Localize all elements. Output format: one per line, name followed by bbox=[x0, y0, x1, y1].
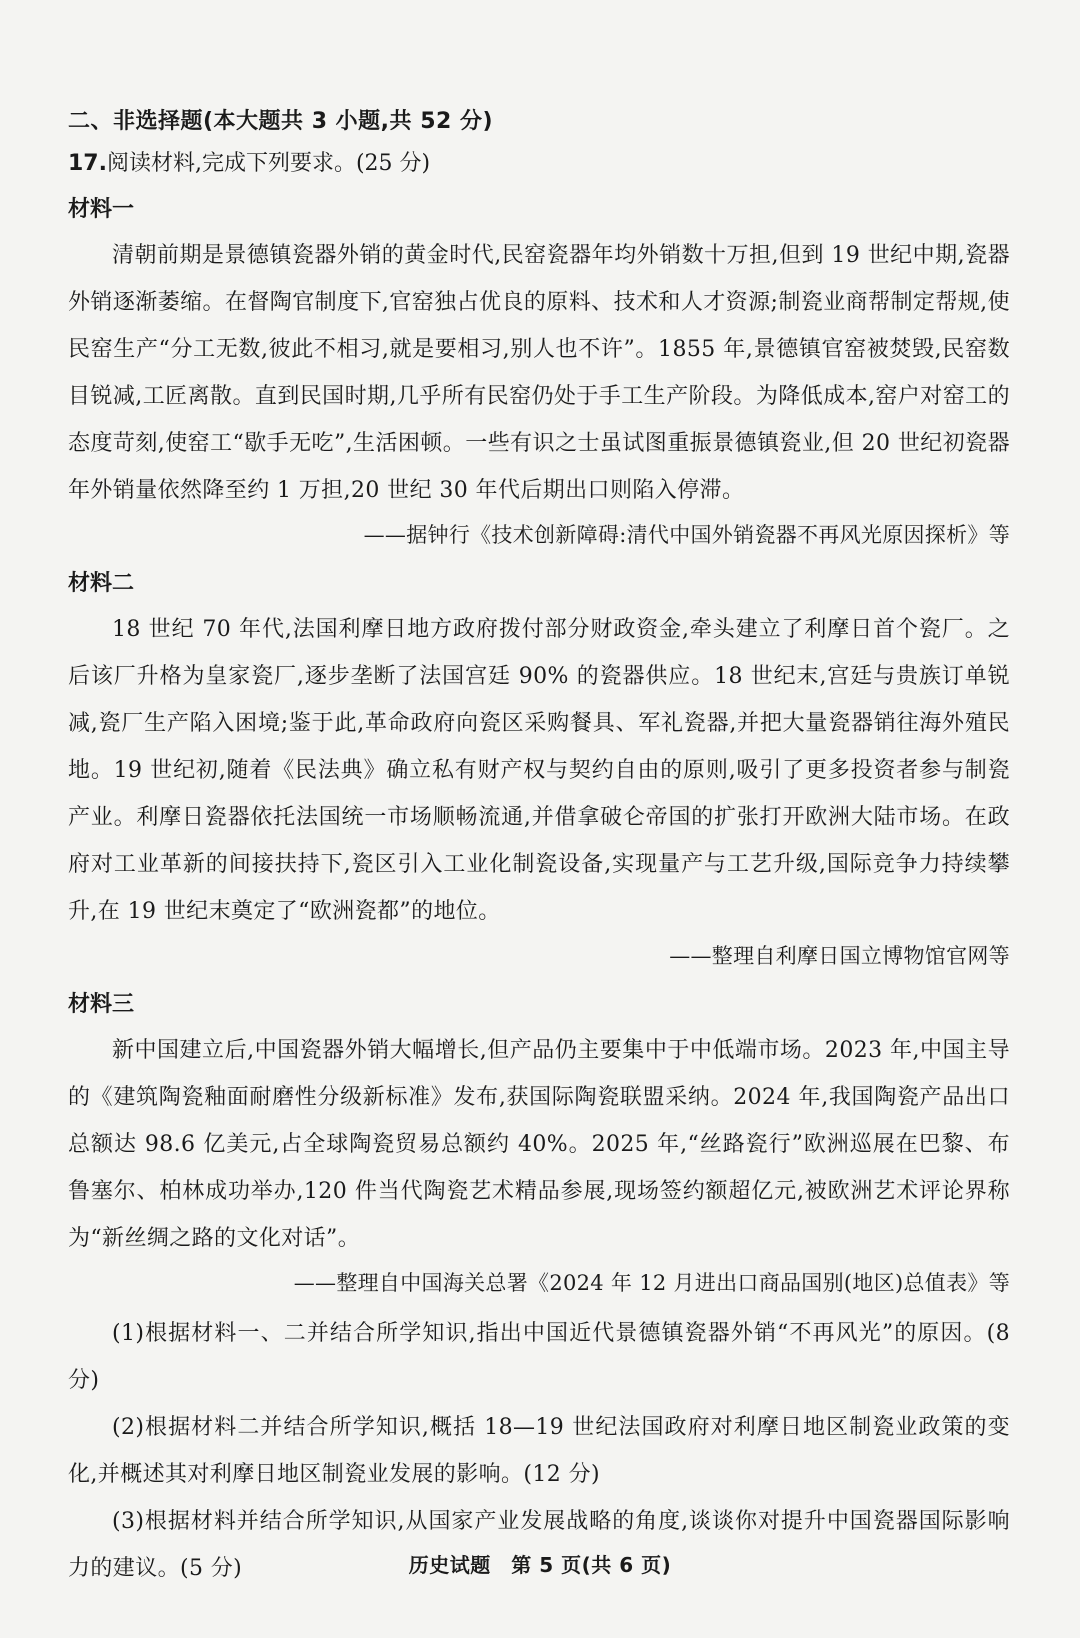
material-3-heading: 材料三 bbox=[68, 992, 135, 1017]
material-1-heading: 材料一 bbox=[68, 197, 135, 222]
section-title: 二、非选择题(本大题共 3 小题,共 52 分) bbox=[68, 109, 494, 134]
subquestion-1: (1)根据材料一、二并结合所学知识,指出中国近代景德镇瓷器外销“不再风光”的原因。(8 分) bbox=[68, 1321, 1010, 1393]
material-3 bbox=[68, 983, 1010, 1304]
subquestion-2: (2)根据材料二并结合所学知识,概括 18—19 世纪法国政府对利摩日地区制瓷业政策的变化,并概述其对利摩日地区制瓷业发展的影响。(12 分) bbox=[68, 1415, 1010, 1487]
material-2-heading: 材料二 bbox=[68, 571, 135, 596]
page-footer: 历史试题 第 5 页(共 6 页) bbox=[408, 1553, 672, 1577]
material-2 bbox=[68, 562, 1010, 977]
subquestion-3: (3)根据材料并结合所学知识,从国家产业发展战略的角度,谈谈你对提升中国瓷器国际影响力的建议。(5 分) bbox=[68, 1509, 1010, 1581]
material-1-source: ——据钟行《技术创新障碍:清代中国外销瓷器不再风光原因探析》等 bbox=[363, 523, 1010, 547]
material-2-source: ——整理自利摩日国立博物馆官网等 bbox=[669, 944, 1010, 968]
material-1 bbox=[68, 188, 1010, 556]
material-2-text: 18 世纪 70 年代,法国利摩日地方政府拨付部分财政资金,牵头建立了利摩日首个瓷厂。之后该厂升格为皇家瓷厂,逐步垄断了法国宫廷 90% 的瓷器供应。18 世纪末,宫廷与贵族订单锐减,瓷厂生产陷入困境;鉴于此,革命政府向瓷区采购餐具、军礼瓷器,并把大量瓷器销往海外殖民地。19 世纪初,随着《民法典》确立私有财产权与契约自由的原则,吸引了更多投资者参与制瓷产业。利摩日瓷器依托法国统一市场顺畅流通,并借拿破仑帝国的扩张打开欧洲大陆市场。在政府对工业革新的间接扶持下,瓷区引入工业化制瓷设备,实现量产与工艺升级,国际竞争力持续攀升,在 19 世纪末奠定了“欧洲瓷都”的地位。 bbox=[68, 617, 1010, 924]
material-3-text: 新中国建立后,中国瓷器外销大幅增长,但产品仍主要集中于中低端市场。2023 年,中国主导的《建筑陶瓷釉面耐磨性分级新标准》发布,获国际陶瓷联盟采纳。2024 年,我国陶瓷产品出口总额达 98.6 亿美元,占全球陶瓷贸易总额约 40%。2025 年,“丝路瓷行”欧洲巡展在巴黎、布鲁塞尔、柏林成功举办,120 件当代陶瓷艺术精品参展,现场签约额超亿元,被欧洲艺术评论界称为“新丝绸之路的文化对话”。 bbox=[68, 1038, 1010, 1251]
question-number: 17. bbox=[68, 151, 107, 176]
question-prompt: 阅读材料,完成下列要求。(25 分) bbox=[106, 151, 431, 176]
material-3-source: ——整理自中国海关总署《2024 年 12 月进出口商品国别(地区)总值表》等 bbox=[293, 1271, 1010, 1295]
question-title bbox=[68, 142, 1010, 186]
material-1-text: 清朝前期是景德镇瓷器外销的黄金时代,民窑瓷器年均外销数十万担,但到 19 世纪中期,瓷器外销逐渐萎缩。在督陶官制度下,官窑独占优良的原料、技术和人才资源;制瓷业商帮制定帮规,使民窑生产“分工无数,彼此不相习,就是要相习,别人也不许”。1855 年,景德镇官窑被焚毁,民窑数目锐减,工匠离散。直到民国时期,几乎所有民窑仍处于手工生产阶段。为降低成本,窑户对窑工的态度苛刻,使窑工“歇手无吃”,生活困顿。一些有识之士虽试图重振景德镇瓷业,但 20 世纪初瓷器年外销量依然降至约 1 万担,20 世纪 30 年代后期出口则陷入停滞。 bbox=[68, 243, 1010, 503]
